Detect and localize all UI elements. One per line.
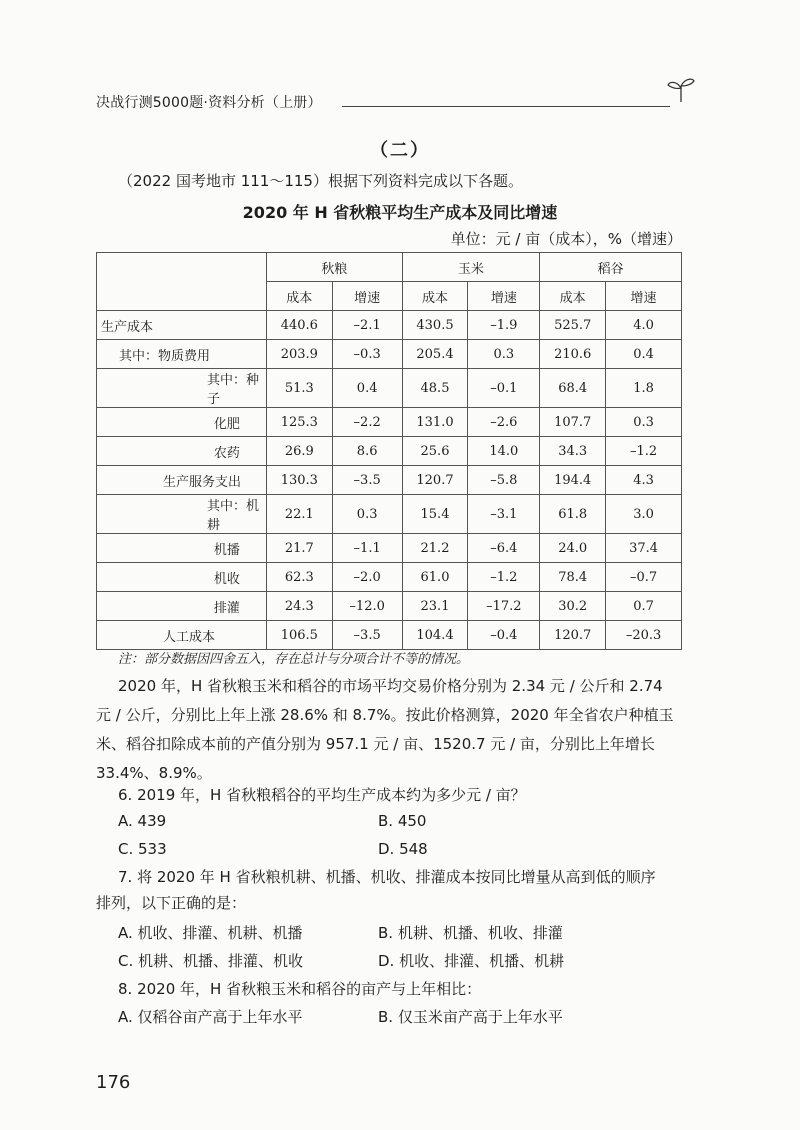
- running-header: [96, 92, 696, 120]
- q8-option-b: B. 仅玉米亩产高于上年水平: [378, 1008, 563, 1026]
- page-number: 176: [96, 1072, 131, 1093]
- cost-cell: 34.3: [540, 437, 606, 466]
- growth-cell: –12.0: [332, 592, 402, 621]
- row-label: 机播: [97, 534, 267, 563]
- growth-cell: 0.7: [606, 592, 682, 621]
- row-label: 其中：种子: [97, 369, 267, 408]
- growth-cell: 0.4: [606, 340, 682, 369]
- cost-cell: 203.9: [266, 340, 332, 369]
- question-8: 8. 2020 年，H 省秋粮玉米和稻谷的亩产与上年相比：: [118, 980, 482, 998]
- growth-cell: –3.1: [468, 495, 540, 534]
- growth-cell: –2.2: [332, 408, 402, 437]
- subheader-growth: 增速: [468, 282, 540, 311]
- row-label: 排灌: [97, 592, 267, 621]
- subheader-cost: 成本: [540, 282, 606, 311]
- cost-cell: 62.3: [266, 563, 332, 592]
- table-row: [97, 437, 682, 466]
- table-row: [97, 369, 682, 408]
- cost-cell: 23.1: [402, 592, 468, 621]
- growth-cell: 14.0: [468, 437, 540, 466]
- growth-cell: –2.0: [332, 563, 402, 592]
- question-7-line2: 排列，以下正确的是：: [96, 894, 247, 912]
- table-row: [97, 408, 682, 437]
- row-label: 化肥: [97, 408, 267, 437]
- growth-cell: –20.3: [606, 621, 682, 650]
- table-note: 注：部分数据因四舍五入，存在总计与分项合计不等的情况。: [118, 652, 470, 667]
- q6-option-b: B. 450: [378, 812, 427, 830]
- growth-cell: 4.3: [606, 466, 682, 495]
- table-title: 2020 年 H 省秋粮平均生产成本及同比增速: [242, 203, 558, 222]
- q7-option-a: A. 机收、排灌、机耕、机播: [118, 924, 303, 942]
- cost-cell: 21.2: [402, 534, 468, 563]
- growth-cell: –3.5: [332, 466, 402, 495]
- group-header-yumi: 玉米: [402, 253, 540, 282]
- row-label: 机收: [97, 563, 267, 592]
- cost-cell: 130.3: [266, 466, 332, 495]
- body-paragraph: 2020 年，H 省秋粮玉米和稻谷的市场平均交易价格分别为 2.34 元 / 公斤和 2.74 元 / 公斤，分别比上年上涨 28.6% 和 8.7%。按此价格测算，2020 年全省农户种植玉米、稻谷扣除成本前的产值分别为 957.1 元 / 亩、1520.7 元 / 亩，分别比上年增长 33.4%、8.9%。: [96, 677, 674, 782]
- q6-option-d: D. 548: [378, 840, 428, 858]
- growth-cell: –1.2: [468, 563, 540, 592]
- question-6: 6. 2019 年，H 省秋粮稻谷的平均生产成本约为多少元 / 亩？: [118, 786, 526, 804]
- growth-cell: –2.1: [332, 311, 402, 340]
- subheader-growth: 增速: [606, 282, 682, 311]
- growth-cell: 0.3: [332, 495, 402, 534]
- q8-option-a: A. 仅稻谷亩产高于上年水平: [118, 1008, 303, 1026]
- cost-cell: 48.5: [402, 369, 468, 408]
- subheader-cost: 成本: [266, 282, 332, 311]
- growth-cell: 0.3: [606, 408, 682, 437]
- cost-cell: 131.0: [402, 408, 468, 437]
- group-header-qiuliang: 秋粮: [266, 253, 402, 282]
- cost-cell: 205.4: [402, 340, 468, 369]
- table-row: [97, 340, 682, 369]
- cost-cell: 68.4: [540, 369, 606, 408]
- row-label: 其中：机耕: [97, 495, 267, 534]
- growth-cell: –1.2: [606, 437, 682, 466]
- growth-cell: –0.7: [606, 563, 682, 592]
- growth-cell: –0.1: [468, 369, 540, 408]
- table-row: [97, 311, 682, 340]
- cost-cell: 120.7: [402, 466, 468, 495]
- growth-cell: –5.8: [468, 466, 540, 495]
- cost-cell: 21.7: [266, 534, 332, 563]
- table-row: [97, 534, 682, 563]
- cost-cell: 104.4: [402, 621, 468, 650]
- table-row: [97, 563, 682, 592]
- growth-cell: –3.5: [332, 621, 402, 650]
- growth-cell: 8.6: [332, 437, 402, 466]
- q6-option-a: A. 439: [118, 812, 167, 830]
- growth-cell: 3.0: [606, 495, 682, 534]
- cost-cell: 106.5: [266, 621, 332, 650]
- cost-cell: 525.7: [540, 311, 606, 340]
- header-blank: [97, 253, 267, 311]
- q7-option-b: B. 机耕、机播、机收、排灌: [378, 924, 563, 942]
- growth-cell: –17.2: [468, 592, 540, 621]
- table-row: [97, 592, 682, 621]
- cost-cell: 440.6: [266, 311, 332, 340]
- header-rule: [342, 106, 670, 107]
- row-label: 人工成本: [97, 621, 267, 650]
- cost-table: [96, 252, 682, 650]
- cost-cell: 25.6: [402, 437, 468, 466]
- q7-option-d: D. 机收、排灌、机播、机耕: [378, 952, 565, 970]
- cost-cell: 120.7: [540, 621, 606, 650]
- cost-cell: 125.3: [266, 408, 332, 437]
- growth-cell: 0.3: [468, 340, 540, 369]
- row-label: 农药: [97, 437, 267, 466]
- source-line: （2022 国考地市 111～115）根据下列资料完成以下各题。: [118, 172, 523, 190]
- section-heading: （二）: [370, 140, 430, 161]
- sprout-icon: [666, 76, 696, 102]
- growth-cell: 1.8: [606, 369, 682, 408]
- subheader-growth: 增速: [332, 282, 402, 311]
- table-unit: 单位：元 / 亩（成本），%（增速）: [450, 230, 682, 248]
- cost-cell: 107.7: [540, 408, 606, 437]
- question-7-line1: 7. 将 2020 年 H 省秋粮机耕、机播、机收、排灌成本按同比增量从高到低的顺序: [118, 868, 656, 886]
- growth-cell: –0.3: [332, 340, 402, 369]
- row-label: 生产成本: [97, 311, 267, 340]
- cost-cell: 51.3: [266, 369, 332, 408]
- q7-option-c: C. 机耕、机播、排灌、机收: [118, 952, 304, 970]
- cost-cell: 24.0: [540, 534, 606, 563]
- growth-cell: 37.4: [606, 534, 682, 563]
- cost-cell: 78.4: [540, 563, 606, 592]
- cost-cell: 430.5: [402, 311, 468, 340]
- table-row: [97, 466, 682, 495]
- row-label: 其中：物质费用: [97, 340, 267, 369]
- table-row: [97, 495, 682, 534]
- cost-cell: 15.4: [402, 495, 468, 534]
- cost-cell: 61.0: [402, 563, 468, 592]
- growth-cell: –6.4: [468, 534, 540, 563]
- cost-cell: 24.3: [266, 592, 332, 621]
- header-title: 决战行测5000题·资料分析（上册）: [96, 95, 322, 111]
- table-row: [97, 621, 682, 650]
- q6-option-c: C. 533: [118, 840, 167, 858]
- growth-cell: –1.1: [332, 534, 402, 563]
- growth-cell: –1.9: [468, 311, 540, 340]
- cost-cell: 22.1: [266, 495, 332, 534]
- group-header-daogu: 稻谷: [540, 253, 682, 282]
- growth-cell: –2.6: [468, 408, 540, 437]
- subheader-cost: 成本: [402, 282, 468, 311]
- row-label: 生产服务支出: [97, 466, 267, 495]
- cost-cell: 30.2: [540, 592, 606, 621]
- growth-cell: –0.4: [468, 621, 540, 650]
- cost-cell: 210.6: [540, 340, 606, 369]
- cost-cell: 61.8: [540, 495, 606, 534]
- cost-cell: 194.4: [540, 466, 606, 495]
- growth-cell: 4.0: [606, 311, 682, 340]
- growth-cell: 0.4: [332, 369, 402, 408]
- cost-cell: 26.9: [266, 437, 332, 466]
